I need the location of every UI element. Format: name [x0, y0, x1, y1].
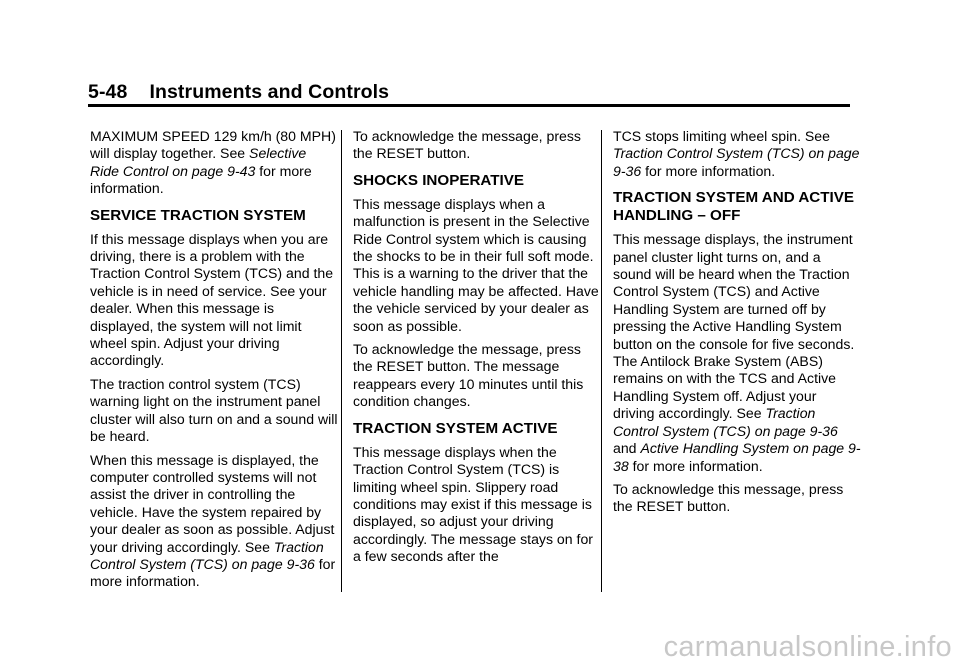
column-3 — [613, 128, 861, 522]
page-reference-link[interactable]: Selective Ride Control on page 9-43 — [90, 145, 307, 179]
paragraph: TCS stops limiting wheel spin. See Traction Control System (TCS) on page 9-36 for more information. — [613, 128, 860, 179]
section-title: Instruments and Controls — [149, 81, 390, 103]
column-divider-1 — [341, 130, 342, 592]
paragraph: MAXIMUM SPEED 129 km/h (80 MPH) will display together. See Selective Ride Control on page 9-43 for more information. — [90, 128, 336, 197]
page-reference-link[interactable]: Active Handling System on page 9-38 — [613, 440, 861, 474]
paragraph: This message displays when a malfunction is present in the Selective Ride Control system which is causing the shocks to be in their full soft mode. This is a warning to the driver that the vehicle handling may be affected. Have the vehicle serviced by your dealer as soon as possible. — [353, 195, 599, 334]
page-reference-link[interactable]: Traction Control System (TCS) on page 9-36 — [613, 405, 838, 439]
paragraph: This message displays, the instrument panel cluster light turns on, and a sound will be heard when the Traction Control System (TCS) and Active Handling System are turned off by pressing the Active Handling System button on the console for five seconds. The Antilock Brake System (ABS) remains on with the TCS and Active Handling System off. Adjust your driving accordingly. See Traction Control System (TCS) on page 9-36 and Active Handling System on page 9-38 for more information. — [613, 231, 861, 474]
column-divider-2 — [601, 130, 602, 592]
paragraph: When this message is displayed, the computer controlled systems will not assist the driver in controlling the vehicle. Have the system repaired by your dealer as soon as possible. Adjust your driving accordingly. See Traction Control System (TCS) on page 9-36 for more information. — [90, 451, 336, 590]
paragraph: To acknowledge the message, press the RESET button. — [353, 128, 581, 162]
page-header — [88, 81, 389, 104]
page-number: 5-48 — [88, 81, 128, 103]
paragraph: To acknowledge the message, press the RESET button. The message reappears every 10 minutes until this condition changes. — [353, 341, 584, 410]
header-rule — [88, 104, 850, 107]
column-2 — [353, 128, 601, 572]
paragraph: This message displays when the Traction Control System (TCS) is limiting wheel spin. Slippery road conditions may exist if this message is displayed, so adjust your driving accordingly. The message stays on for a few seconds after the — [353, 443, 593, 565]
paragraph: If this message displays when you are driving, there is a problem with the Traction Control System (TCS) and the vehicle is in need of service. See your dealer. When this message is displayed, the system will not limit wheel spin. Adjust your driving accordingly. — [90, 230, 334, 369]
page-reference-link[interactable]: Traction Control System (TCS) on page 9-36 — [90, 538, 324, 572]
section-heading: TRACTION SYSTEM AND ACTIVE HANDLING – OFF — [613, 189, 855, 225]
page-reference-link[interactable]: Traction Control System (TCS) on page 9-36 — [613, 145, 860, 179]
paragraph: To acknowledge this message, press the RESET button. — [613, 480, 844, 515]
watermark: carmanualsonline.info — [663, 631, 952, 663]
column-1 — [90, 128, 338, 597]
section-heading: SHOCKS INOPERATIVE — [353, 171, 525, 189]
section-heading: SERVICE TRACTION SYSTEM — [90, 206, 306, 224]
paragraph: The traction control system (TCS) warning light on the instrument panel cluster will also turn on and a sound will be heard. — [90, 375, 338, 445]
section-heading: TRACTION SYSTEM ACTIVE — [353, 419, 558, 437]
